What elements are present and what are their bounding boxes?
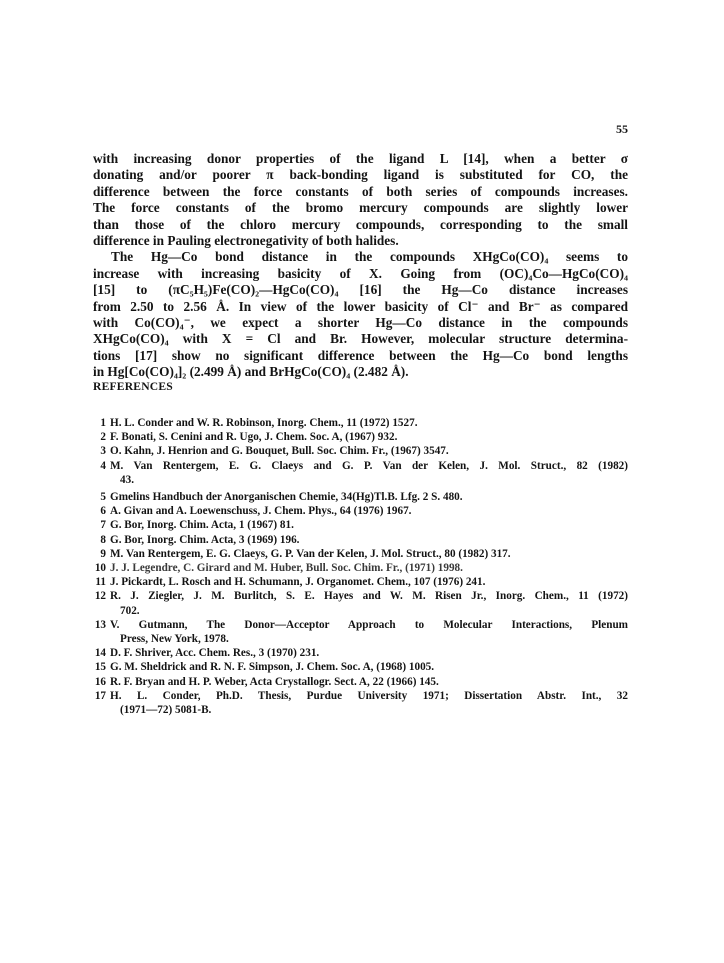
reference-text: V. Gutmann, The Donor—Acceptor Approach to Molecular Interactions, Plenum [110,618,628,631]
reference-text: J. Pickardt, L. Rosch and H. Schumann, J. Organomet. Chem., 107 (1976) 241. [110,576,486,589]
reference-number: 8 [100,533,106,546]
paragraph-1 [93,151,628,249]
reference-item [100,416,628,430]
reference-text: G. Bor, Inorg. Chim. Acta, 3 (1969) 196. [110,533,300,546]
reference-text: 43. [120,473,134,486]
reference-item [95,575,628,589]
text-line: with increasing donor properties of the ligand L [14], when a better σ [93,151,628,166]
reference-number: 5 [100,491,106,504]
text-line: difference in Pauling electronegativity of both halides. [93,233,399,249]
references-heading: REFERENCES [93,380,173,393]
reference-number: 7 [100,519,106,532]
reference-item [100,533,628,547]
reference-text: H. L. Conder, Ph.D. Thesis, Purdue University 1971; Dissertation Abstr. Int., 32 [110,689,628,702]
text-line: with Co(CO)₄⁻, we expect a shorter Hg—Co distance in the compounds [93,315,628,331]
text-line: increase with increasing basicity of X. Going from (OC)₄Co—HgCo(CO)₄ [93,265,628,281]
reference-text: G. Bor, Inorg. Chim. Acta, 1 (1967) 81. [110,519,294,532]
reference-text: Gmelins Handbuch der Anorganischen Chemie, 34(Hg)Tl.B. Lfg. 2 S. 480. [110,491,463,504]
reference-text: O. Kahn, J. Henrion and G. Bouquet, Bull. Soc. Chim. Fr., (1967) 3547. [110,445,449,458]
reference-text: F. Bonati, S. Cenini and R. Ugo, J. Chem. Soc. A, (1967) 932. [110,431,398,444]
reference-text: R. J. Ziegler, J. M. Burlitch, S. E. Hayes and W. M. Risen Jr., Inorg. Chem., 11 (1972) [110,590,628,603]
reference-number: 10 [94,562,106,575]
reference-item [100,444,628,458]
references-list [94,416,628,717]
reference-number: 6 [100,505,106,518]
body-text [93,151,628,381]
text-line: from 2.50 to 2.56 Å. In view of the lower basicity of Cl⁻ and Br⁻ as compared [93,298,628,314]
reference-number: 12 [94,590,106,603]
reference-item [100,504,628,518]
text-line: The force constants of the bromo mercury compounds are slightly lower [93,200,628,216]
reference-text: Press, New York, 1978. [120,633,229,646]
reference-number: 15 [94,661,106,674]
paragraph-2 [93,249,628,380]
reference-text: J. J. Legendre, C. Girard and M. Huber, Bull. Soc. Chim. Fr., (1971) 1998. [110,562,463,575]
reference-number: 16 [94,675,106,688]
reference-item [94,589,628,617]
reference-item [100,547,628,561]
text-line: tions [17] show no significant difference between the Hg—Co bond lengths [93,347,628,363]
text-line: donating and/or poorer π back-bonding ligand is substituted for CO, the [93,167,628,183]
reference-number: 14 [94,647,106,660]
reference-number: 1 [100,417,106,429]
reference-number: 2 [100,431,106,444]
reference-item [94,561,628,575]
reference-text: M. Van Rentergem, E. G. Claeys and G. P. Van der Kelen, J. Mol. Struct., 82 (1982) [110,459,628,472]
reference-number: 4 [100,459,106,472]
reference-item [100,430,628,444]
reference-item [94,689,628,717]
text-line: in Hg[Co(CO)₄]₂ (2.499 Å) and BrHgCo(CO)₄ (2.482 Å). [93,364,409,380]
text-line: than those of the chloro mercury compounds, corresponding to the small [93,216,628,232]
reference-item [94,618,628,646]
reference-item [100,518,628,532]
reference-item [94,675,628,689]
reference-number: 17 [94,689,106,702]
text-line: The Hg—Co bond distance in the compounds XHgCo(CO)₄ seems to [111,249,628,265]
page-number: 55 [616,122,628,136]
reference-item [100,459,628,487]
reference-text: H. L. Conder and W. R. Robinson, Inorg. Chem., 11 (1972) 1527. [110,417,418,429]
reference-item [94,660,628,674]
text-line: difference between the force constants of both series of compounds increases. [93,183,628,199]
reference-text: A. Givan and A. Loewenschuss, J. Chem. Phys., 64 (1976) 1967. [110,505,412,518]
reference-text: 702. [120,604,140,617]
reference-text: M. Van Rentergem, E. G. Claeys, G. P. Van der Kelen, J. Mol. Struct., 80 (1982) 317. [110,547,511,560]
reference-item [94,646,628,660]
reference-item [100,490,628,504]
text-line: XHgCo(CO)₄ with X = Cl and Br. However, molecular structure determina- [93,331,628,347]
reference-number: 11 [95,576,106,589]
reference-number: 13 [94,618,106,631]
reference-text: G. M. Sheldrick and R. N. F. Simpson, J. Chem. Soc. A, (1968) 1005. [110,661,435,674]
text-line: [15] to (πC₅H₅)Fe(CO)₂—HgCo(CO)₄ [16] the Hg—Co distance increases [93,282,628,298]
reference-text: R. F. Bryan and H. P. Weber, Acta Crystallogr. Sect. A, 22 (1966) 145. [110,675,439,688]
reference-number: 3 [100,445,106,458]
reference-number: 9 [100,547,106,560]
reference-text: D. F. Shriver, Acc. Chem. Res., 3 (1970) 231. [110,647,320,660]
reference-text: (1971—72) 5081-B. [120,704,212,717]
